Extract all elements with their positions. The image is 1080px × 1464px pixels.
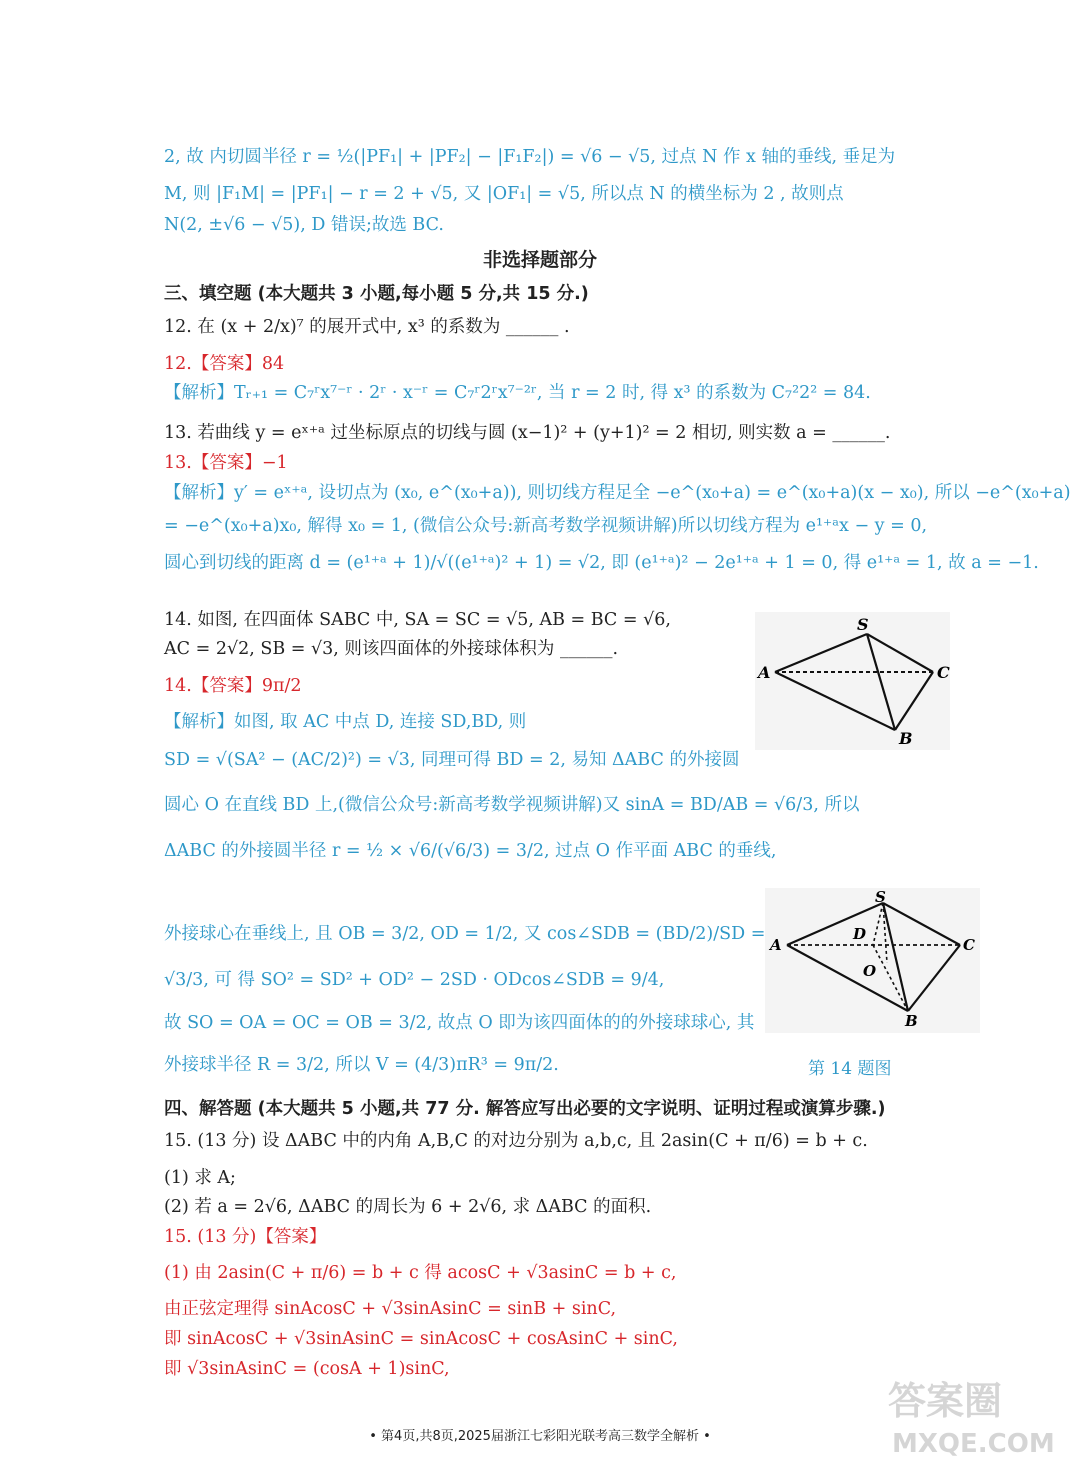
- answer-15-line-4: 即 √3sinAsinC = (cosA + 1)sinC,: [164, 1359, 450, 1379]
- label-o: O: [863, 962, 877, 980]
- label-a: A: [770, 936, 782, 954]
- answer-15-line-2: 由正弦定理得 sinAcosC + √3sinAsinC = sinB + sinC,: [164, 1299, 617, 1319]
- question-14-line-1: 14. 如图, 在四面体 SABC 中, SA = SC = √5, AB = BC = √6,: [164, 610, 671, 630]
- watermark-top: 答案圈: [888, 1379, 1003, 1423]
- solution-14-line-3: 圆心 O 在直线 BD 上,(微信公众号:新高考数学视频讲解)又 sinA = BD/AB = √6/3, 所以: [164, 795, 860, 815]
- solution-line-conclusion: N(2, ±√6 − √5), D 错误;故选 BC.: [164, 215, 444, 235]
- tetrahedron-diagram-2: [765, 888, 980, 1033]
- question-14-line-2: AC = 2√2, SB = √3, 则该四面体的外接球体积为 ______.: [164, 639, 619, 659]
- solution-14-line-8: 外接球半径 R = 3/2, 所以 V = (4/3)πR³ = 9π/2.: [164, 1055, 559, 1075]
- solution-13-line-2: = −e^(x₀+a)x₀, 解得 x₀ = 1, (微信公众号:新高考数学视频讲解)所以切线方程为 e¹⁺ᵃx − y = 0,: [164, 516, 928, 536]
- label-s: S: [875, 888, 886, 906]
- tetrahedron-figure-solution: [765, 888, 980, 1033]
- label-c: C: [963, 936, 975, 954]
- solution-14-line-7: 故 SO = OA = OC = OB = 3/2, 故点 O 即为该四面体的的外接球球心, 其: [164, 1013, 755, 1033]
- solution-14-line-5: 外接球心在垂线上, 且 OB = 3/2, OD = 1/2, 又 cos∠SDB = (BD/2)/SD =: [164, 924, 766, 944]
- label-d: D: [853, 925, 867, 943]
- solution-line-incircle-radius: 2, 故 内切圆半径 r = ½(|PF₁| + |PF₂| − |F₁F₂|) = √6 − √5, 过点 N 作 x 轴的垂线, 垂足为: [164, 147, 896, 167]
- question-15-part-2: (2) 若 a = 2√6, ΔABC 的周长为 6 + 2√6, 求 ΔABC 的面积.: [164, 1197, 652, 1217]
- tetrahedron-figure-question: [755, 612, 950, 750]
- tetrahedron-diagram-1: [755, 612, 950, 750]
- solution-14-line-1: 【解析】如图, 取 AC 中点 D, 连接 SD,BD, 则: [164, 712, 527, 732]
- answer-15-line-3: 即 sinAcosC + √3sinAsinC = sinAcosC + cosAsinC + sinC,: [164, 1329, 678, 1349]
- section-solve-heading: 四、解答题 (本大题共 5 小题,共 77 分. 解答应写出必要的文字说明、证明过程或演算步骤.): [164, 1099, 886, 1119]
- label-b: B: [899, 729, 913, 748]
- label-a: A: [758, 663, 771, 682]
- section-fill-in-heading: 三、填空题 (本大题共 3 小题,每小题 5 分,共 15 分.): [164, 284, 589, 304]
- answer-14: 14.【答案】9π/2: [164, 676, 302, 696]
- section-title: 非选择题部分: [482, 249, 597, 271]
- answer-15-line-1: (1) 由 2asin(C + π/6) = b + c 得 acosC + √3asinC = b + c,: [164, 1263, 677, 1283]
- solution-12: 【解析】Tᵣ₊₁ = C₇ʳx⁷⁻ʳ · 2ʳ · x⁻ʳ = C₇ʳ2ʳx⁷⁻²ʳ, 当 r = 2 时, 得 x³ 的系数为 C₇²2² = 84.: [164, 383, 871, 403]
- solution-13-line-1: 【解析】y′ = eˣ⁺ᵃ, 设切点为 (x₀, e^(x₀+a)), 则切线方程足全 −e^(x₀+a) = e^(x₀+a)(x − x₀), 所以 −e^(x₀+a): [164, 483, 1071, 503]
- page-footer: • 第4页,共8页,2025届浙江七彩阳光联考高三数学全解析 •: [369, 1429, 711, 1444]
- solution-14-line-6: √3/3, 可 得 SO² = SD² + OD² − 2SD · ODcos∠SDB = 9/4,: [164, 970, 665, 990]
- answer-15-header: 15. (13 分)【答案】: [164, 1227, 327, 1247]
- answer-12: 12.【答案】84: [164, 354, 285, 374]
- label-s: S: [857, 615, 869, 634]
- question-13: 13. 若曲线 y = eˣ⁺ᵃ 过坐标原点的切线与圆 (x−1)² + (y+1)² = 2 相切, 则实数 a = ______.: [164, 423, 891, 443]
- question-15-part-1: (1) 求 A;: [164, 1168, 236, 1188]
- solution-14-line-2: SD = √(SA² − (AC/2)²) = √3, 同理可得 BD = 2, 易知 ΔABC 的外接圆: [164, 750, 740, 770]
- question-12: 12. 在 (x + 2/x)⁷ 的展开式中, x³ 的系数为 ______ .: [164, 317, 570, 337]
- question-15: 15. (13 分) 设 ΔABC 中的内角 A,B,C 的对边分别为 a,b,c, 且 2asin(C + π/6) = b + c.: [164, 1131, 868, 1151]
- figure-caption: 第 14 题图: [808, 1059, 892, 1079]
- watermark-bottom: MXQE.COM: [892, 1429, 1055, 1459]
- solution-14-line-4: ΔABC 的外接圆半径 r = ½ × √6/(√6/3) = 3/2, 过点 O 作平面 ABC 的垂线,: [164, 841, 777, 861]
- answer-13: 13.【答案】−1: [164, 453, 288, 473]
- solution-13-line-3: 圆心到切线的距离 d = (e¹⁺ᵃ + 1)/√((e¹⁺ᵃ)² + 1) = √2, 即 (e¹⁺ᵃ)² − 2e¹⁺ᵃ + 1 = 0, 得 e¹⁺ᵃ = 1, 故 a = −1.: [164, 553, 1039, 573]
- label-b: B: [905, 1012, 918, 1030]
- label-c: C: [937, 663, 950, 682]
- watermark-logo: [880, 1370, 1070, 1460]
- solution-line-point-m: M, 则 |F₁M| = |PF₁| − r = 2 + √5, 又 |OF₁| = √5, 所以点 N 的横坐标为 2 , 故则点: [164, 184, 844, 204]
